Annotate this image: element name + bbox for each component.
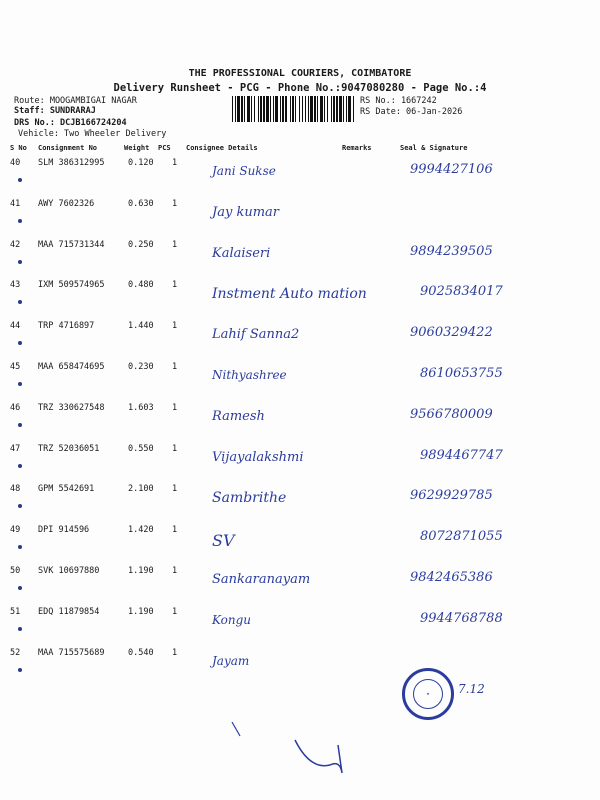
row-pcs: 1 (172, 158, 178, 168)
row-weight: 0.550 (128, 443, 154, 454)
table-row (0, 474, 600, 514)
table-row (0, 270, 600, 310)
row-sno: 42 (10, 239, 21, 250)
row-consignee-handwritten: Instment Auto mation (212, 286, 367, 303)
row-weight: 0.630 (128, 198, 154, 209)
row-pen-dot (18, 382, 22, 386)
col-consignment: Consignment No (38, 144, 98, 152)
row-weight: 0.540 (128, 647, 154, 658)
row-weight: 1.420 (128, 525, 154, 536)
row-consignee-handwritten: Sambrithe (212, 490, 287, 507)
row-consignee-handwritten: Ramesh (212, 408, 265, 424)
route-label: Route: MOOGAMBIGAI NAGAR (14, 96, 137, 106)
stamp-initials: 7.12 (458, 682, 485, 696)
col-pcs: PCS (158, 144, 171, 152)
row-consignment-no: MAA 715575689 (38, 647, 105, 658)
pen-mark (230, 720, 260, 740)
row-pcs: 1 (172, 280, 178, 291)
row-weight: 0.480 (128, 280, 154, 291)
row-pen-dot (18, 464, 22, 468)
row-weight: 0.120 (128, 158, 154, 168)
row-pen-dot (18, 586, 22, 590)
row-consignment-no: GPM 5542691 (38, 484, 95, 495)
row-signature-phone: 9025834017 (420, 284, 503, 300)
row-sno: 49 (10, 525, 21, 536)
runsheet-subtitle: Delivery Runsheet - PCG - Phone No.:9047080280 - Page No.:4 (113, 82, 487, 94)
row-sno: 52 (10, 647, 21, 658)
row-pen-dot (18, 178, 22, 182)
row-pen-dot (18, 545, 22, 549)
table-row (0, 515, 600, 555)
row-weight: 1.190 (128, 566, 154, 576)
row-consignment-no: SVK 10697880 (38, 566, 100, 576)
col-weight: Weight (124, 144, 150, 152)
col-remarks: Remarks (342, 144, 372, 152)
row-sno: 44 (10, 321, 21, 332)
row-consignment-no: MAA 715731344 (38, 239, 105, 250)
row-consignment-no: SLM 386312995 (38, 158, 105, 168)
row-pcs: 1 (172, 525, 178, 536)
staff-label: Staff: SUNDRARAJ (14, 106, 96, 116)
row-consignee-handwritten: Jani Sukse (212, 164, 276, 178)
row-signature-phone: 9944768788 (420, 610, 503, 626)
row-pen-dot (18, 341, 22, 345)
row-sno: 51 (10, 606, 21, 617)
row-consignment-no: EDQ 11879854 (38, 606, 100, 617)
row-weight: 0.230 (128, 362, 154, 372)
row-signature-phone: 8610653755 (420, 366, 503, 381)
row-signature-phone: 9629929785 (410, 488, 493, 504)
row-signature-phone: 9842465386 (410, 570, 493, 585)
row-sno: 46 (10, 402, 21, 413)
stamp-center: ★ (413, 679, 443, 709)
table-row (0, 556, 600, 596)
row-consignment-no: MAA 658474695 (38, 362, 105, 372)
row-pen-dot (18, 300, 22, 304)
row-pcs: 1 (172, 402, 178, 413)
pen-scribble (290, 735, 360, 775)
row-pen-dot (18, 423, 22, 427)
row-consignment-no: TRZ 330627548 (38, 402, 105, 413)
company-seal-stamp (402, 668, 454, 720)
row-consignment-no: DPI 914596 (38, 525, 90, 536)
row-weight: 1.190 (128, 606, 154, 617)
row-consignee-handwritten: Kongu (212, 612, 252, 627)
vehicle-label: Vehicle: Two Wheeler Delivery (18, 129, 167, 139)
runsheet-title: THE PROFESSIONAL COURIERS, COIMBATORE (188, 68, 412, 79)
col-consignee: Consignee Details (186, 144, 258, 152)
row-signature-phone: 9566780009 (410, 406, 493, 422)
row-pcs: 1 (172, 647, 178, 658)
row-consignment-no: IXM 509574965 (38, 280, 105, 291)
row-sno: 41 (10, 198, 21, 209)
row-weight: 0.250 (128, 239, 154, 250)
row-consignee-handwritten: Vijayalakshmi (212, 449, 304, 465)
row-signature-phone: 9994427106 (410, 162, 493, 177)
table-row (0, 189, 600, 229)
row-sno: 50 (10, 566, 21, 576)
row-pen-dot (18, 504, 22, 508)
row-consignee-handwritten: Jayam (212, 653, 250, 668)
row-sno: 47 (10, 443, 21, 454)
row-sno: 43 (10, 280, 21, 291)
row-sno: 45 (10, 362, 21, 372)
row-pen-dot (18, 219, 22, 223)
table-row (0, 434, 600, 474)
row-signature-phone: 9894467747 (420, 447, 503, 463)
drs-label: DRS No.: DCJB166724204 (14, 118, 127, 128)
rs-date: RS Date: 06-Jan-2026 (360, 107, 463, 117)
row-consignee-handwritten: Jay kumar (212, 204, 279, 220)
row-pcs: 1 (172, 198, 178, 209)
row-pcs: 1 (172, 566, 178, 576)
row-consignment-no: AWY 7602326 (38, 198, 95, 209)
table-row (0, 597, 600, 637)
row-consignee-handwritten: SV (212, 531, 235, 551)
row-consignment-no: TRZ 52036051 (38, 443, 100, 454)
table-row (0, 352, 600, 392)
row-pcs: 1 (172, 443, 178, 454)
row-sno: 40 (10, 158, 21, 168)
row-weight: 2.100 (128, 484, 154, 495)
row-signature-phone: 9894239505 (410, 243, 493, 259)
table-row (0, 148, 600, 188)
row-pcs: 1 (172, 362, 178, 372)
row-pen-dot (18, 668, 22, 672)
rs-number: RS No.: 1667242 (360, 96, 437, 106)
col-sno: S No (10, 144, 27, 152)
table-row (0, 311, 600, 351)
row-consignee-handwritten: Lahif Sanna2 (212, 327, 300, 343)
row-weight: 1.603 (128, 402, 154, 413)
row-pcs: 1 (172, 484, 178, 495)
row-signature-phone: 8072871055 (420, 529, 503, 545)
row-consignee-handwritten: Sankaranayam (212, 572, 311, 587)
barcode-image (232, 96, 354, 122)
row-weight: 1.440 (128, 321, 154, 332)
row-consignee-handwritten: Nithyashree (212, 368, 287, 382)
row-pen-dot (18, 260, 22, 264)
row-consignee-handwritten: Kalaiseri (212, 245, 271, 261)
row-pen-dot (18, 627, 22, 631)
row-consignment-no: TRP 4716897 (38, 321, 95, 332)
row-pcs: 1 (172, 321, 178, 332)
table-row (0, 393, 600, 433)
col-signature: Seal & Signature (400, 144, 468, 152)
row-signature-phone: 9060329422 (410, 325, 493, 341)
row-pcs: 1 (172, 239, 178, 250)
row-pcs: 1 (172, 606, 178, 617)
row-sno: 48 (10, 484, 21, 495)
table-row (0, 638, 600, 678)
table-row (0, 230, 600, 270)
